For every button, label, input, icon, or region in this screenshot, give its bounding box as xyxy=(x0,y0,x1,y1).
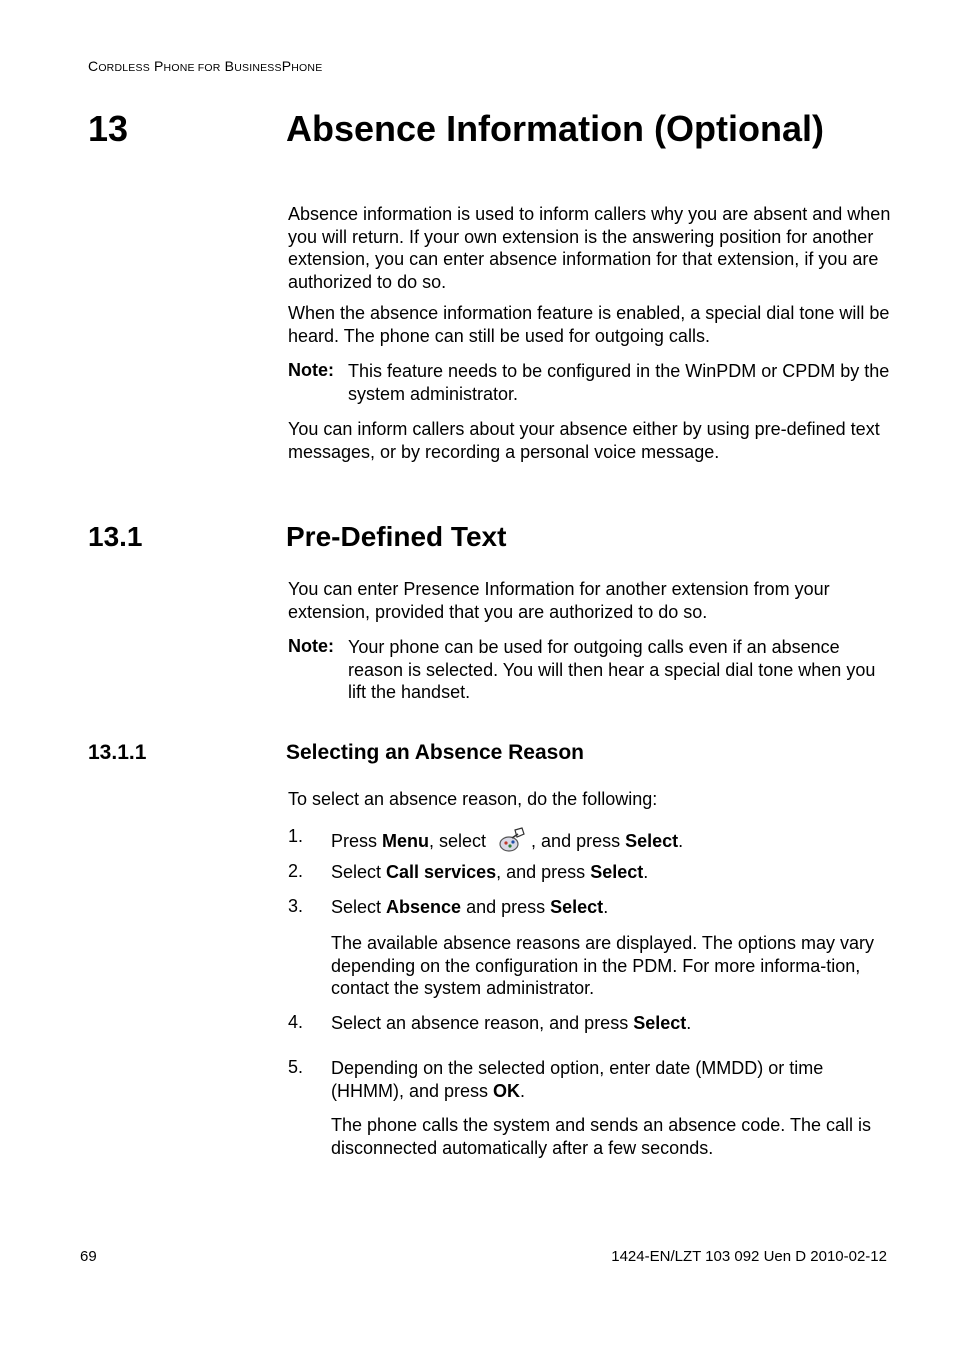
step-3-detail: The available absence reasons are displayed. The options may vary depending on the configuration in the PDM. For more informa-tion, contact the system administrator. xyxy=(331,933,874,998)
chapter-paragraph-2: When the absence information feature is enabled, a special dial tone will be heard. The phone can still be used for outgoing calls. xyxy=(288,303,890,346)
chapter-paragraph-1: Absence information is used to inform callers why you are absent and when you will return. If your own extension is the answering position for another extension, you can enter absence information for that extension, if you are authorized to do so. xyxy=(288,204,891,292)
step-3-text: Select Absence and press Select. xyxy=(331,897,609,917)
step-4-text: Select an absence reason, and press Select. xyxy=(331,1013,692,1033)
subsection-intro: To select an absence reason, do the following: xyxy=(288,789,658,809)
step-2-text: Select Call services, and press Select. xyxy=(331,862,649,882)
chapter-note-text: This feature needs to be configured in the WinPDM or CPDM by the system administrator. xyxy=(348,361,890,404)
services-menu-icon xyxy=(497,826,527,854)
step-4-number: 4. xyxy=(288,1012,304,1032)
section-note-text: Your phone can be used for outgoing calls even if an absence reason is selected. You will then hear a special dial tone when you lift the handset. xyxy=(348,637,876,702)
document-id: 1424-EN/LZT 103 092 Uen D 2010-02-12 xyxy=(611,1248,887,1265)
page-number: 69 xyxy=(80,1248,97,1265)
running-header: CORDLESS PHONE FOR BUSINESSPHONE xyxy=(88,58,323,74)
step-2-number: 2. xyxy=(288,861,304,881)
section-title: Pre-Defined Text xyxy=(286,521,507,552)
step-5-text: Depending on the selected option, enter date (MMDD) or time (HHMM), and press OK. xyxy=(331,1058,824,1101)
step-5-number: 5. xyxy=(288,1057,304,1077)
chapter-note-label: Note: xyxy=(288,360,334,380)
subsection-number: 13.1.1 xyxy=(88,741,147,764)
step-3-number: 3. xyxy=(288,896,304,916)
step-1-number: 1. xyxy=(288,826,304,846)
chapter-number: 13 xyxy=(88,108,129,149)
section-number: 13.1 xyxy=(88,521,143,552)
step-1-text: Press Menu, select , and press Select. xyxy=(331,826,899,854)
section-note-label: Note: xyxy=(288,636,334,656)
chapter-closing-paragraph: You can inform callers about your absence either by using pre-defined text messages, or by recording a personal voice message. xyxy=(288,419,880,462)
step-5-detail: The phone calls the system and sends an absence code. The call is disconnected automatically after a few seconds. xyxy=(331,1115,871,1158)
chapter-title: Absence Information (Optional) xyxy=(286,108,825,149)
section-paragraph: You can enter Presence Information for another extension from your extension, provided that you are authorized to do so. xyxy=(288,579,830,622)
subsection-title: Selecting an Absence Reason xyxy=(286,741,584,764)
